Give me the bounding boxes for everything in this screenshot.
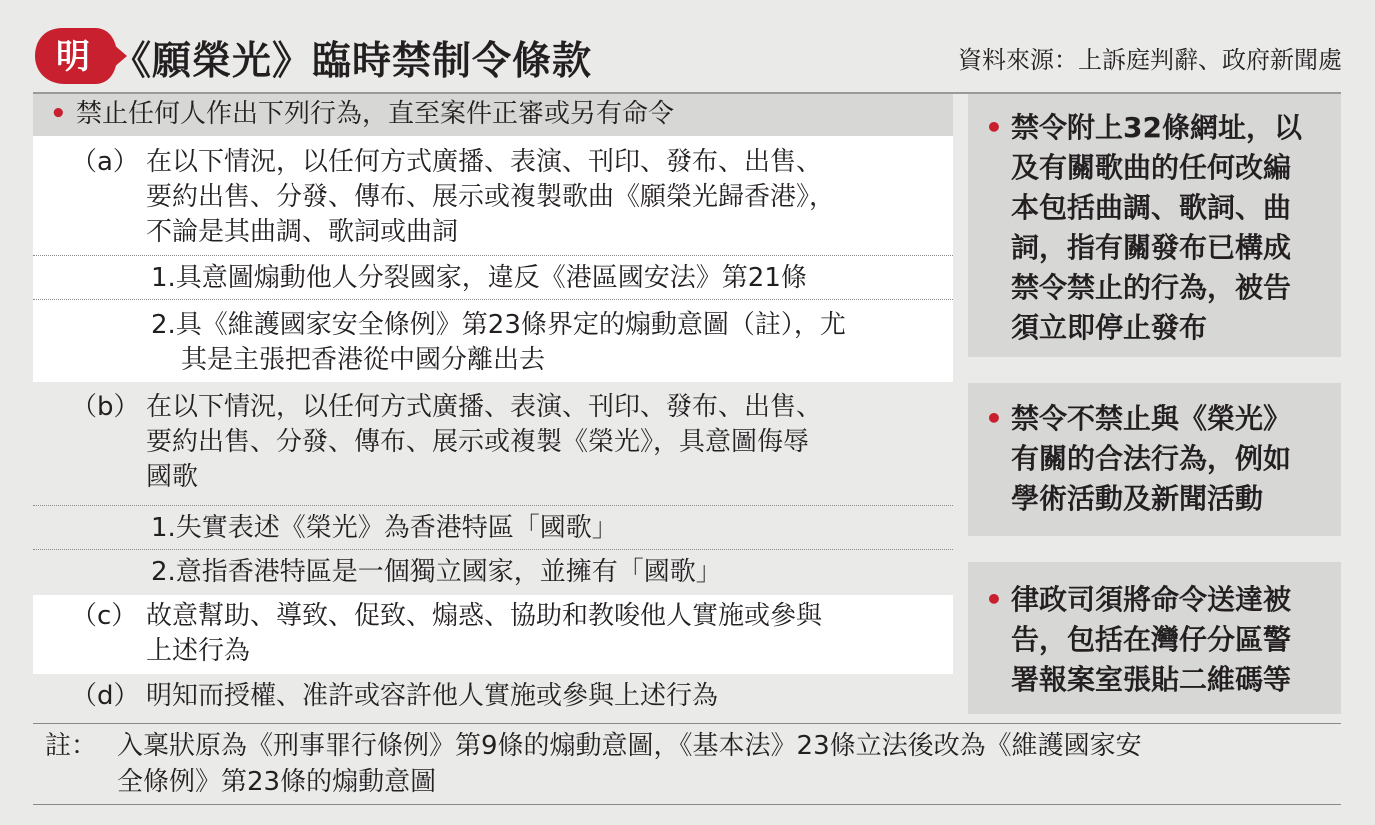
bullet-icon: • xyxy=(985,402,1003,435)
side-note-line: 禁令附上32條網址，以 xyxy=(1011,111,1302,144)
intro-text: 禁止任何人作出下列行為，直至案件正審或另有命令 xyxy=(76,99,675,129)
side-note-2 xyxy=(968,383,1341,536)
clause-c-label: （c） xyxy=(71,601,138,631)
bottom-rule xyxy=(33,804,1341,805)
clause-b-text xyxy=(146,390,822,495)
logo-text: 明 xyxy=(56,37,90,77)
side-note-line: 署報案室張貼二維碼等 xyxy=(1011,663,1292,696)
footnote-line: 入稟狀原為《刑事罪行條例》第9條的煽動意圖，《基本法》23條立法後改為《維護國家安 xyxy=(117,731,1142,761)
side-note-line: 告，包括在灣仔分區警 xyxy=(1011,623,1292,656)
side-note-1 xyxy=(968,94,1341,357)
bullet-icon: • xyxy=(985,583,1003,616)
side-note-line: 詞，指有關發布已構成 xyxy=(1011,231,1292,264)
side-note-line: 禁令禁止的行為，被告 xyxy=(1011,271,1292,304)
side-note-text xyxy=(1011,399,1331,519)
side-note-text xyxy=(1011,580,1331,700)
clause-a-item-1 xyxy=(33,256,953,300)
footnote-label: 註： xyxy=(45,731,98,761)
clause-a-label: （a） xyxy=(71,147,139,177)
side-note-line: 禁令不禁止與《榮光》 xyxy=(1011,402,1292,435)
footnote-text xyxy=(117,728,1331,800)
clause-d-text: 明知而授權、准許或容許他人實施或參與上述行為 xyxy=(146,681,719,711)
side-note-text xyxy=(1011,108,1331,348)
clause-a-text xyxy=(146,145,835,250)
bullet-icon: • xyxy=(50,99,67,129)
header xyxy=(0,0,1375,92)
clauses-column xyxy=(33,94,953,724)
clause-d-label: （d） xyxy=(71,681,140,711)
side-note-line: 須立即停止發布 xyxy=(1011,311,1208,344)
clause-b-line: 要約出售、分發、傳布、展示或複製《榮光》，具意圖侮辱 xyxy=(146,427,810,457)
clause-b-label: （b） xyxy=(71,392,140,422)
clause-a-item-line: 其是主張把香港從中國分離出去 xyxy=(181,345,546,375)
clause-a-item-text: 1.具意圖煽動他人分裂國家，違反《港區國安法》第21條 xyxy=(151,263,807,293)
clause-a-line: 不論是其曲調、歌詞或曲詞 xyxy=(146,217,459,247)
clause-b-item-2 xyxy=(33,550,953,595)
side-note-line: 律政司須將命令送達被 xyxy=(1011,583,1292,616)
clause-b-item-text: 2.意指香港特區是一個獨立國家，並擁有「國歌」 xyxy=(151,557,722,587)
side-note-3 xyxy=(968,562,1341,714)
clause-d xyxy=(33,674,953,724)
note-top-rule xyxy=(33,723,1341,724)
clause-a-item-text xyxy=(151,308,846,378)
side-note-line: 本包括曲調、歌詞、曲 xyxy=(1011,191,1292,224)
clause-c-text xyxy=(146,599,822,669)
footnote-line: 全條例》第23條的煽動意圖 xyxy=(117,767,437,797)
clause-b-line: 國歌 xyxy=(146,462,199,492)
clause-b-item-text: 1.失實表述《榮光》為香港特區「國歌」 xyxy=(151,513,618,543)
side-note-line: 有關的合法行為，例如 xyxy=(1011,442,1292,475)
clause-c-line: 故意幫助、導致、促致、煽惑、協助和教唆他人實施或參與 xyxy=(146,601,823,631)
intro-row xyxy=(33,94,953,136)
clause-a-line: 在以下情況，以任何方式廣播、表演、刊印、發布、出售、 xyxy=(146,147,823,177)
clause-b-line: 在以下情況，以任何方式廣播、表演、刊印、發布、出售、 xyxy=(146,392,823,422)
clause-a-item-2 xyxy=(33,300,953,382)
clause-b-item-1 xyxy=(33,506,953,550)
clause-a-item-line: 2.具《維護國家安全條例》第23條界定的煽動意圖（註），尤 xyxy=(151,310,846,340)
clause-a xyxy=(33,136,953,256)
clause-a-line: 要約出售、分發、傳布、展示或複製歌曲《願榮光歸香港》， xyxy=(146,182,836,212)
clause-b xyxy=(33,382,953,506)
page-title: 《願榮光》臨時禁制令條款 xyxy=(112,39,593,84)
side-note-line: 及有關歌曲的任何改編 xyxy=(1011,151,1292,184)
clause-c xyxy=(33,595,953,674)
side-note-line: 學術活動及新聞活動 xyxy=(1011,482,1264,515)
source-credit: 資料來源：上訴庭判辭、政府新聞處 xyxy=(958,46,1342,74)
clause-c-line: 上述行為 xyxy=(146,636,251,666)
bullet-icon: • xyxy=(985,111,1003,144)
